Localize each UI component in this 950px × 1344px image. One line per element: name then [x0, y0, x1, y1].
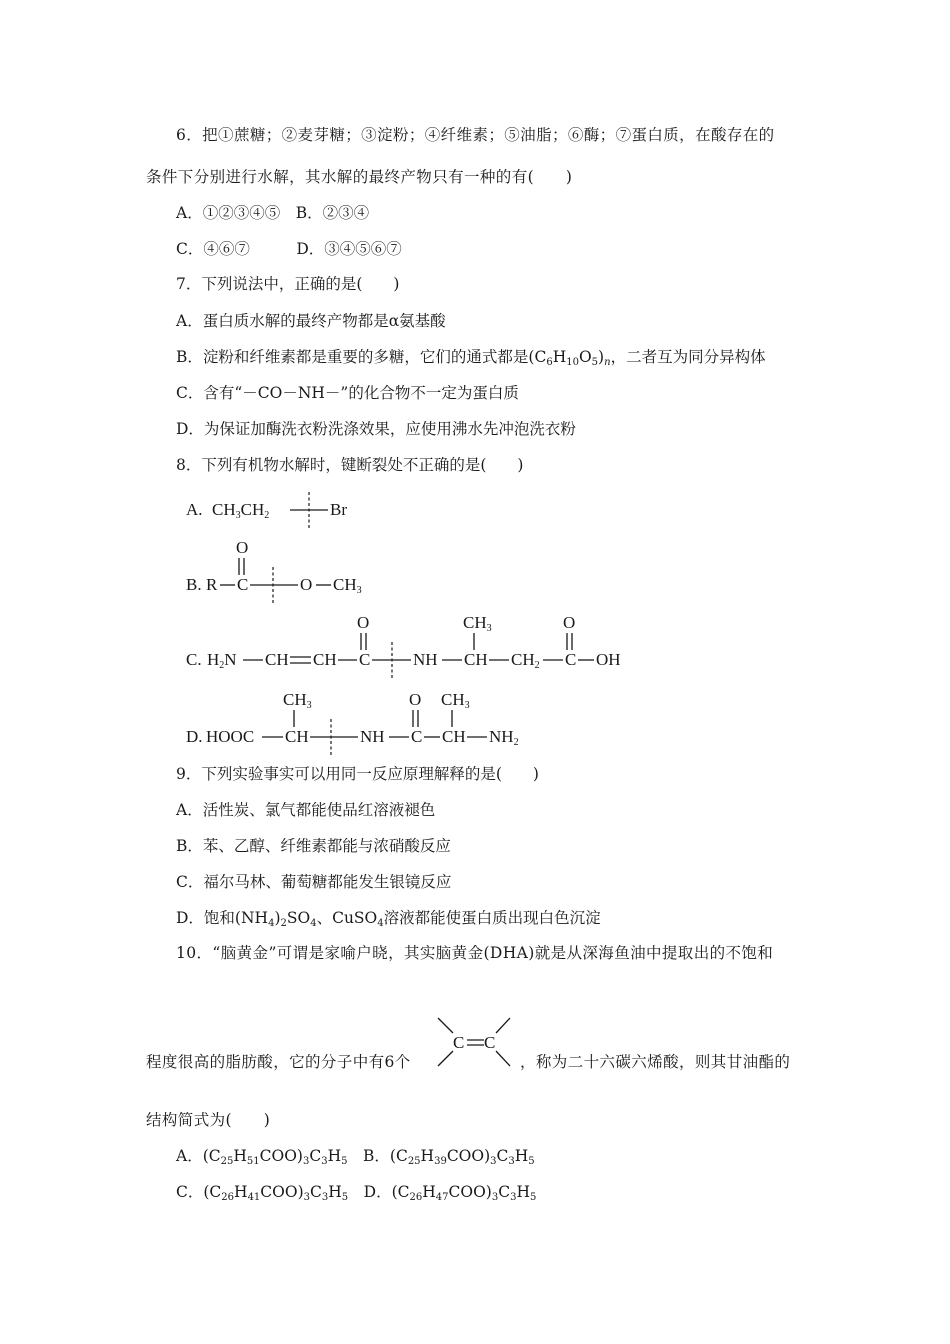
q10-stem-line1: 10．“脑黄金”可谓是家喻户晓，其实脑黄金(DHA)就是从深海鱼油中提取出的不饱和: [176, 944, 774, 962]
q7-option-d: D．为保证加酶洗衣粉洗涤效果，应使用沸水先冲泡洗衣粉: [176, 420, 576, 438]
q6-options-cd: C．④⑥⑦ D．③④⑤⑥⑦: [176, 240, 402, 258]
q9-option-b: B．苯、乙醇、纤维素都能与浓硝酸反应: [176, 837, 451, 855]
alkene-double-bond-structure: C C: [438, 1013, 518, 1073]
q6-options-ab: A．①②③④⑤ B．②③④: [176, 204, 370, 222]
q9-stem: 9．下列实验事实可以用同一反应原理解释的是( ): [176, 765, 539, 783]
q7-stem: 7．下列说法中，正确的是( ): [176, 275, 400, 293]
q8-stem: 8．下列有机物水解时，键断裂处不正确的是( ): [176, 456, 524, 474]
q9-option-a: A．活性炭、氯气都能使品红溶液褪色: [176, 801, 436, 819]
q10-stem-line2-pre: 程度很高的脂肪酸，它的分子中有6个: [146, 1053, 411, 1071]
q10-stem-line2-post: ，称为二十六碳六烯酸，则其甘油酯的: [520, 1053, 791, 1071]
q7-option-c: C．含有“－CO－NH－”的化合物不一定为蛋白质: [176, 384, 519, 402]
q6-stem-line1: 6．把①蔗糖；②麦芽糖；③淀粉；④纤维素；⑤油脂；⑥酶；⑦蛋白质，在酸存在的: [176, 126, 775, 144]
q7-option-b: B．淀粉和纤维素都是重要的多糖，它们的通式都是$(C_6H_{10}O_5)_n$，二者互为同分异构体: [176, 348, 766, 368]
q10-stem-line3: 结构简式为( ): [146, 1111, 271, 1129]
q7-option-a: A．蛋白质水解的最终产物都是α氨基酸: [176, 312, 446, 330]
q6-stem-line2: 条件下分别进行水解，其水解的最终产物只有一种的有( ): [146, 168, 573, 186]
q9-option-d: D．饱和$(NH_4)_2SO_4$、CuSO$_4$溶液都能使蛋白质出现白色沉淀: [176, 909, 601, 929]
q9-option-c: C．福尔马林、葡萄糖都能发生银镜反应: [176, 873, 452, 891]
q10-options-ab: A．$(C_{25}H_{51}COO)_3C_3H_5$ B．$(C_{25}H_{39}COO)_3C_3H_5$: [176, 1147, 535, 1167]
q10-options-cd: C．$(C_{26}H_{41}COO)_3C_3H_5$ D．$(C_{26}H_{47}COO)_3C_3H_5$: [176, 1183, 537, 1203]
